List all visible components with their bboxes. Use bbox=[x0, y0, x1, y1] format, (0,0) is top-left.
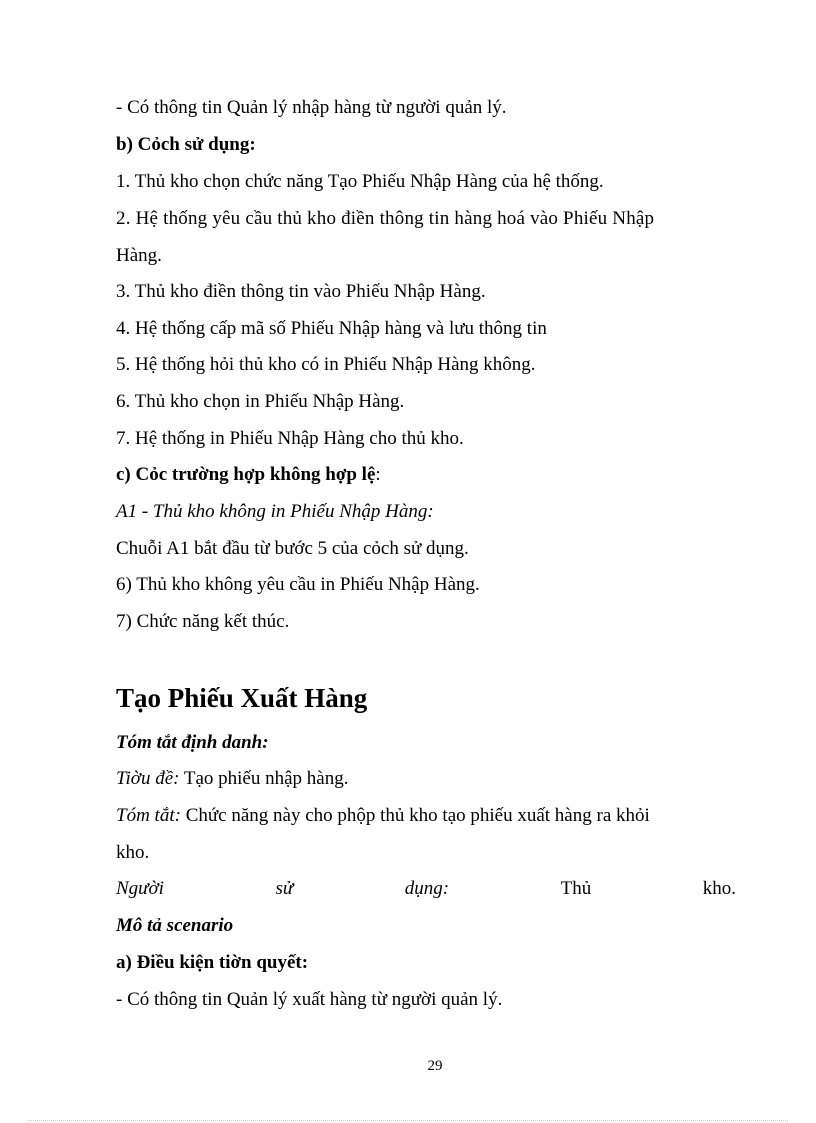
invalid-cases-title: c) Cỏc trường hợp không hợp lệ bbox=[116, 464, 376, 485]
user-label-word-3: dụng: bbox=[404, 878, 450, 899]
user-value-word-2: kho. bbox=[702, 878, 736, 899]
invalid-cases-colon: : bbox=[375, 464, 381, 485]
step-2-text: 2. Hệ thống yêu cầu thủ kho điền thông tin hàng hoá vào Phiếu Nhập bbox=[116, 208, 655, 229]
subsection-heading-usage: b) Cỏch sử dụng: bbox=[116, 134, 256, 155]
user-value-word-1: Thủ bbox=[560, 878, 592, 899]
title-row bbox=[116, 767, 736, 791]
step-2 bbox=[116, 207, 736, 231]
subsection-heading-invalid-cases bbox=[116, 463, 736, 487]
step-2-continued: Hàng. bbox=[116, 245, 162, 266]
page-number: 29 bbox=[427, 1058, 443, 1074]
brief-row-continued: kho. bbox=[116, 842, 150, 863]
brief-label: Tóm tắt: bbox=[116, 805, 181, 826]
alternate-flow-step-7: 7) Chức năng kết thúc. bbox=[116, 611, 290, 632]
user-row bbox=[116, 877, 736, 901]
user-label-word-2: sử bbox=[275, 878, 294, 899]
step-3: 3. Thủ kho điền thông tin vào Phiếu Nhập Hàng. bbox=[116, 281, 486, 302]
alternate-flow-title: A1 - Thủ kho không in Phiếu Nhập Hàng: bbox=[116, 501, 434, 522]
alternate-flow-step-6: 6) Thủ kho không yêu cầu in Phiếu Nhập Hàng. bbox=[116, 574, 480, 595]
footer-divider bbox=[28, 1120, 788, 1121]
precondition-line: - Có thông tin Quản lý xuất hàng từ người quản lý. bbox=[116, 989, 503, 1010]
scenario-label: Mô tả scenario bbox=[116, 915, 234, 936]
step-6: 6. Thủ kho chọn in Phiếu Nhập Hàng. bbox=[116, 391, 405, 412]
step-1: 1. Thủ kho chọn chức năng Tạo Phiếu Nhập Hàng của hệ thống. bbox=[116, 171, 604, 192]
precondition-label: a) Điều kiện tiờn quyết: bbox=[116, 952, 309, 973]
title-value: Tạo phiếu nhập hàng. bbox=[179, 768, 349, 789]
step-5: 5. Hệ thống hỏi thủ kho có in Phiếu Nhập Hàng không. bbox=[116, 354, 536, 375]
step-4: 4. Hệ thống cấp mã số Phiếu Nhập hàng và lưu thông tin bbox=[116, 318, 547, 339]
brief-value: Chức năng này cho phộp thủ kho tạo phiếu xuất hàng ra khỏi bbox=[180, 805, 650, 826]
title-label: Tiờu đề: bbox=[116, 768, 180, 789]
paragraph-line: - Có thông tin Quản lý nhập hàng từ người quản lý. bbox=[116, 97, 507, 118]
step-7: 7. Hệ thống in Phiếu Nhập Hàng cho thủ kho. bbox=[116, 428, 464, 449]
brief-row bbox=[116, 804, 736, 828]
summary-label: Tóm tắt định danh: bbox=[116, 732, 269, 753]
alternate-flow-line: Chuỗi A1 bắt đầu từ bước 5 của cỏch sử dụng. bbox=[116, 538, 469, 559]
section-heading: Tạo Phiếu Xuất Hàng bbox=[116, 683, 368, 713]
user-label-word-1: Người bbox=[116, 878, 164, 899]
